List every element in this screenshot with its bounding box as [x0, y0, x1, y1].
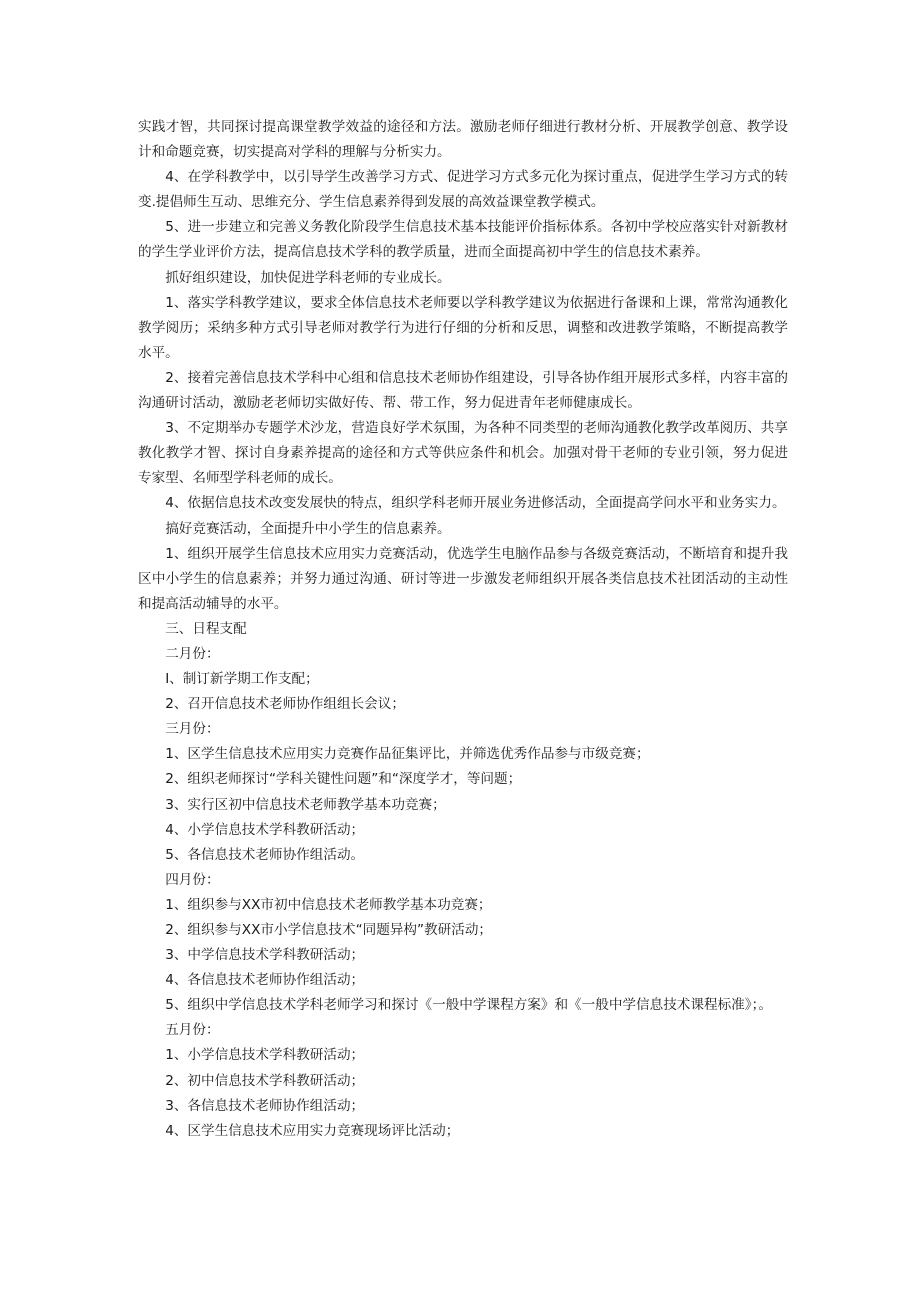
- schedule-item: 2、召开信息技术老师协作组组长会议；: [165, 696, 405, 713]
- schedule-item: I、制订新学期工作支配；: [165, 671, 319, 688]
- paragraph-item-1-competition: 1、组织开展学生信息技术应用实力竞赛活动，优选学生电脑作品参与各级竞赛活动，不断培育和提升我区中小学生的信息素养；并努力通过沟通、研讨等进一步激发老师组织开展各类信息技术社团活动的主动性和提高活动辅导的水平。: [138, 545, 788, 612]
- schedule-item: 5、组织中学信息技术学科老师学习和探讨《一般中学课程方案》和《一般中学信息技术课程标准》；。: [165, 997, 772, 1014]
- schedule-item: 4、小学信息技术学科教研活动；: [165, 821, 365, 838]
- schedule-item: 3、中学信息技术学科教研活动；: [165, 947, 365, 964]
- schedule-item: 1、小学信息技术学科教研活动；: [165, 1047, 365, 1064]
- paragraph-item-2-collaboration: 2、接着完善信息技术学科中心组和信息技术老师协作组建设，引导各协作组开展形式多样，内容丰富的沟通研讨活动，激励老老师切实做好传、帮、带工作，努力促进青年老师健康成长。: [138, 369, 788, 412]
- paragraph-item-4-teaching-method: 4、在学科教学中，以引导学生改善学习方式、促进学习方式多元化为探讨重点，促进学生学习方式的转变.提倡师生互动、思维充分、学生信息素养得到发展的高效益课堂教学模式。: [138, 169, 788, 211]
- paragraph-continuation: 实践才智，共同探讨提高课堂教学效益的途径和方法。激励老师仔细进行教材分析、开展教学创意、教学设计和命题竞赛，切实提高对学科的理解与分析实力。: [138, 119, 788, 161]
- document-body: [138, 115, 788, 1144]
- schedule-item: 5、各信息技术老师协作组活动。: [165, 846, 365, 863]
- schedule-item: 4、各信息技术老师协作组活动；: [165, 972, 365, 989]
- month-heading-april: 四月份：: [165, 871, 220, 888]
- paragraph-item-5-evaluation-system: 5、进一步建立和完善义务教化阶段学生信息技术基本技能评价指标体系。各初中学校应落实针对新教材的学生学业评价方法，提高信息技术学科的教学质量，进而全面提高初中学生的信息技术素养。: [138, 219, 788, 261]
- schedule-item: 1、区学生信息技术应用实力竞赛作品征集评比，并筛选优秀作品参与市级竞赛；: [165, 746, 650, 763]
- schedule-item: 3、实行区初中信息技术老师教学基本功竞赛；: [165, 796, 446, 813]
- month-heading-march: 三月份：: [165, 721, 220, 738]
- section-heading-organization: 抓好组织建设，加快促进学科老师的专业成长。: [165, 269, 451, 286]
- schedule-item: 2、组织老师探讨“学科关键性问题”和“深度学才，等问题；: [165, 771, 522, 788]
- paragraph-item-1-teaching-advice: 1、落实学科教学建议，要求全体信息技术老师要以学科教学建议为依据进行备课和上课，常常沟通教化教学阅历；采纳多种方式引导老师对教学行为进行仔细的分析和反思，调整和改进教学策略，不断提高教学水平。: [138, 294, 788, 361]
- schedule-item: 1、组织参与XX市初中信息技术老师教学基本功竞赛；: [165, 896, 492, 913]
- paragraph-item-4-training: 4、依据信息技术改变发展快的特点，组织学科老师开展业务进修活动，全面提高学问水平和业务实力。: [165, 495, 786, 512]
- schedule-item: 4、区学生信息技术应用实力竞赛现场评比活动；: [165, 1122, 460, 1139]
- schedule-item: 2、组织参与XX市小学信息技术“同题异构”教研活动；: [165, 922, 493, 938]
- section-heading-competition: 搞好竞赛活动，全面提升中小学生的信息素养。: [165, 520, 451, 537]
- month-heading-february: 二月份：: [165, 645, 220, 662]
- section-heading-schedule: 三、日程支配: [165, 620, 247, 637]
- schedule-item: 3、各信息技术老师协作组活动；: [165, 1097, 365, 1114]
- paragraph-item-3-salon: 3、不定期举办专题学术沙龙，营造良好学术氛围，为各种不同类型的老师沟通教化教学改革阅历、共享教化教学才智、探讨自身素养提高的途径和方式等供应条件和机会。加强对骨干老师的专业引领，努力促进专家型、名师型学科老师的成长。: [138, 420, 788, 487]
- schedule-item: 2、初中信息技术学科教研活动；: [165, 1072, 365, 1089]
- month-heading-may: 五月份：: [165, 1022, 220, 1039]
